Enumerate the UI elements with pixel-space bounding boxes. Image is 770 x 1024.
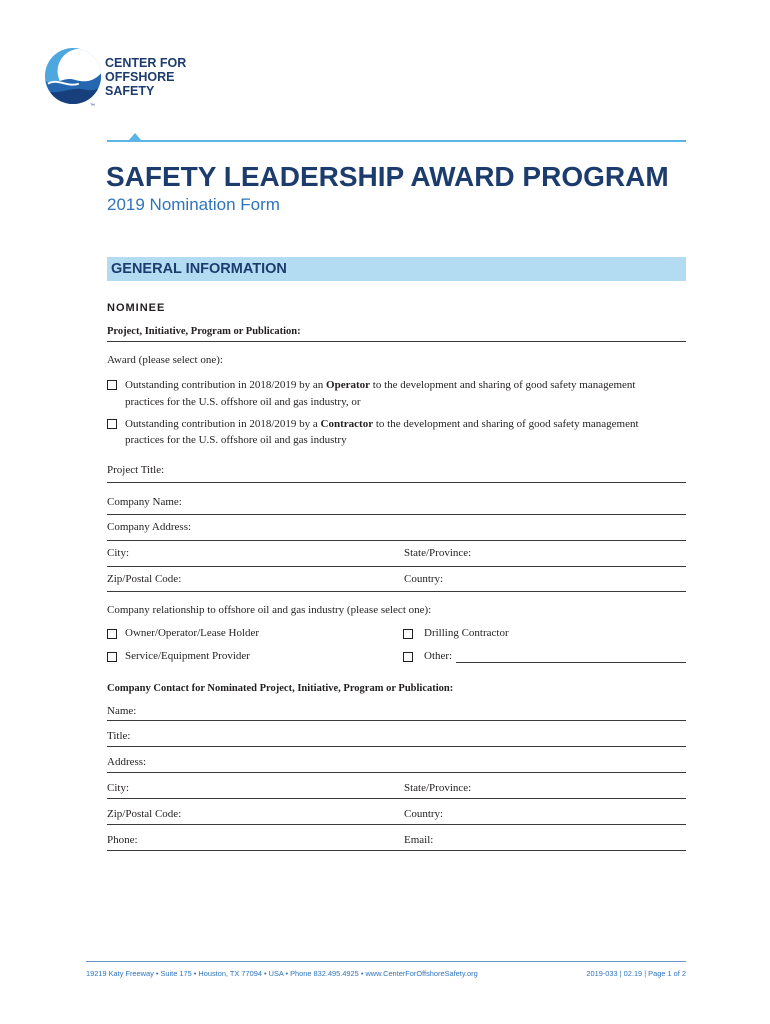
contact-heading: Company Contact for Nominated Project, Initiative, Program or Publication:	[107, 683, 454, 694]
logo-wordmark	[105, 56, 186, 98]
relationship-label: Company relationship to offshore oil and gas industry (please select one):	[107, 604, 432, 616]
company-address-label: Company Address:	[107, 521, 192, 533]
nominee-heading: NOMINEE	[107, 302, 166, 314]
footer-rule	[86, 961, 686, 962]
contact-state-label: State/Province:	[404, 782, 472, 794]
logo-line-3: SAFETY	[105, 84, 155, 98]
relationship-service-label: Service/Equipment Provider	[125, 650, 250, 662]
company-city-field[interactable]	[134, 552, 396, 565]
company-state-field[interactable]	[476, 552, 686, 565]
contact-phone-label: Phone:	[107, 834, 138, 846]
contact-address-field[interactable]	[152, 758, 686, 771]
award-contractor-text-end: to the development and sharing of good safety management	[373, 418, 639, 430]
contact-phone-underline	[107, 850, 686, 851]
project-label: Project, Initiative, Program or Publication:	[107, 326, 301, 337]
logo-line-1: CENTER FOR	[105, 56, 187, 70]
award-operator-keyword: Operator	[326, 379, 371, 391]
contact-zip-label: Zip/Postal Code:	[107, 808, 182, 820]
project-underline	[107, 341, 686, 342]
award-contractor-text-line2: practices for the U.S. offshore oil and gas industry	[125, 434, 347, 446]
company-city-label: City:	[107, 547, 130, 559]
award-operator-text	[125, 379, 635, 392]
contact-address-underline	[107, 772, 686, 773]
logo-line-2: OFFSHORE	[105, 70, 175, 84]
relationship-owner-label: Owner/Operator/Lease Holder	[125, 627, 260, 639]
award-contractor-checkbox[interactable]	[107, 419, 117, 429]
contact-zip-underline	[107, 824, 686, 825]
relationship-other-field[interactable]	[458, 648, 686, 661]
footer-address: 19219 Katy Freeway • Suite 175 • Houston, TX 77094 • USA • Phone 832.495.4925 • www.CenterForOffshoreSafety.org	[86, 969, 478, 978]
award-operator-text-line2: practices for the U.S. offshore oil and gas industry, or	[125, 396, 361, 408]
company-zip-underline	[107, 591, 686, 592]
header-rule-pointer	[129, 133, 141, 140]
section-title: GENERAL INFORMATION	[111, 261, 287, 277]
project-field[interactable]	[300, 327, 686, 340]
company-country-field[interactable]	[450, 577, 686, 590]
relationship-owner-checkbox[interactable]	[107, 629, 117, 639]
company-country-label: Country:	[404, 573, 444, 585]
contact-name-underline	[107, 720, 686, 721]
contact-title-field[interactable]	[138, 732, 686, 745]
relationship-drilling-label: Drilling Contractor	[424, 627, 509, 639]
contact-city-underline	[107, 798, 686, 799]
company-name-label: Company Name:	[107, 496, 182, 508]
globe-swirl-icon	[44, 47, 102, 105]
award-label: Award (please select one):	[107, 354, 223, 366]
contact-country-label: Country:	[404, 808, 444, 820]
relationship-other-underline	[456, 662, 686, 663]
contact-city-field[interactable]	[134, 784, 396, 797]
company-address-field[interactable]	[196, 526, 686, 539]
company-address-underline	[107, 540, 686, 541]
page-title: SAFETY LEADERSHIP AWARD PROGRAM	[106, 161, 669, 192]
contact-email-label: Email:	[404, 834, 434, 846]
contact-zip-field[interactable]	[188, 810, 396, 823]
relationship-drilling-checkbox[interactable]	[403, 629, 413, 639]
award-operator-text-start: Outstanding contribution in 2018/2019 by an	[125, 379, 327, 391]
company-zip-label: Zip/Postal Code:	[107, 573, 182, 585]
contact-name-field[interactable]	[142, 706, 686, 719]
award-operator-text-end: to the development and sharing of good safety management	[370, 379, 636, 391]
relationship-service-checkbox[interactable]	[107, 652, 117, 662]
contact-state-field[interactable]	[476, 784, 686, 797]
award-contractor-keyword: Contractor	[320, 418, 374, 430]
contact-title-label: Title:	[107, 730, 131, 742]
project-title-label: Project Title:	[107, 464, 165, 476]
award-contractor-text-start: Outstanding contribution in 2018/2019 by a	[125, 418, 321, 430]
header-rule	[107, 140, 686, 142]
contact-phone-field[interactable]	[144, 836, 396, 849]
award-contractor-text	[125, 418, 639, 431]
page-subtitle: 2019 Nomination Form	[107, 195, 280, 214]
company-city-underline	[107, 566, 686, 567]
company-name-underline	[107, 514, 686, 515]
project-title-field[interactable]	[170, 468, 686, 481]
company-name-field[interactable]	[186, 500, 686, 513]
section-band	[107, 257, 686, 281]
award-operator-checkbox[interactable]	[107, 380, 117, 390]
contact-email-field[interactable]	[440, 836, 686, 849]
contact-name-label: Name:	[107, 705, 137, 717]
contact-country-field[interactable]	[450, 810, 686, 823]
contact-title-underline	[107, 746, 686, 747]
company-state-label: State/Province:	[404, 547, 472, 559]
company-zip-field[interactable]	[188, 577, 396, 590]
project-title-underline	[107, 482, 686, 483]
relationship-other-label: Other:	[424, 650, 453, 662]
contact-city-label: City:	[107, 782, 130, 794]
contact-address-label: Address:	[107, 756, 147, 768]
trademark-mark: ™	[90, 103, 95, 109]
relationship-other-checkbox[interactable]	[403, 652, 413, 662]
footer-doc-info: 2019-033 | 02.19 | Page 1 of 2	[586, 969, 686, 978]
